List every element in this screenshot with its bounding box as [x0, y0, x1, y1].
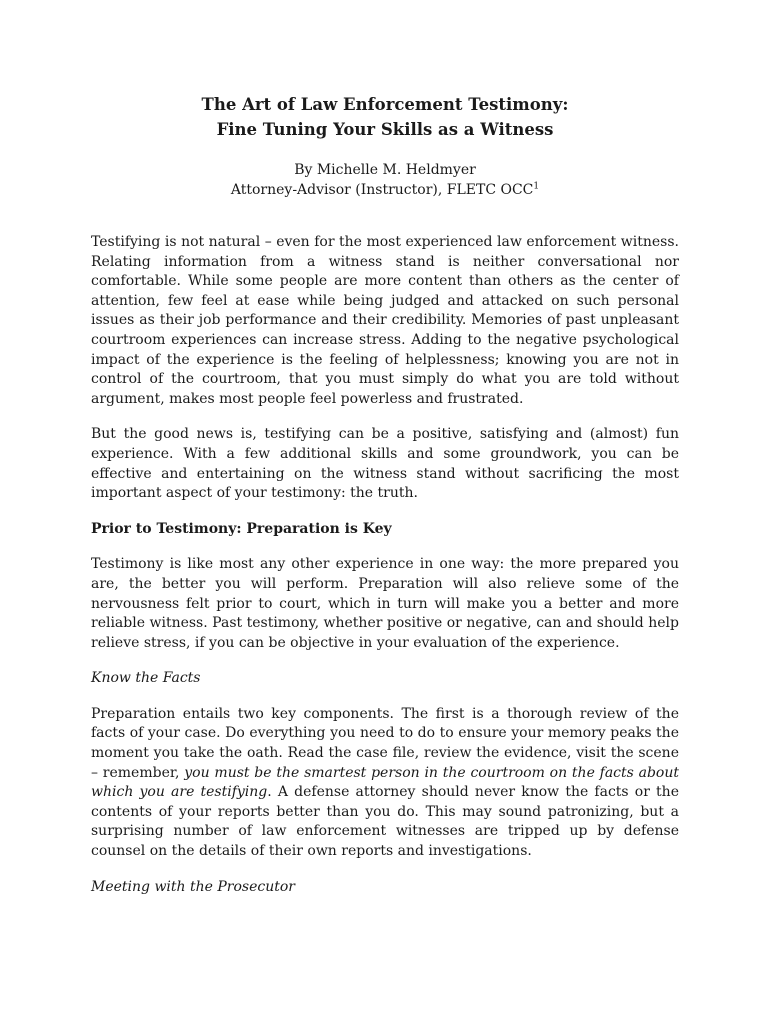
document-title-line-1: The Art of Law Enforcement Testimony:	[201, 95, 569, 114]
document-page	[91, 92, 679, 897]
spacer	[91, 142, 679, 160]
footnote-marker[interactable]: 1	[533, 181, 540, 192]
body-paragraph-4	[91, 705, 679, 862]
body-paragraph-1: Testifying is not natural – even for the most experienced law enforcement witness. Relating information from a witness stand is neither conversational nor comfortable. While some people are more content than others as the center of attention, few feel at ease while being judged and attacked on such personal issues as their job performance and their credibility. Memories of past unpleasant courtroom experiences can increase stress. Adding to the negative psychological impact of the experience is the feeling of helplessness; knowing you are not in control of the courtroom, that you must simply do what you are told without argument, makes most people feel powerless and frustrated.	[91, 234, 679, 407]
paragraph-4-emphasis: you must be the smartest person in the courtroom on the facts about which you are testifying	[91, 764, 679, 801]
spacer	[91, 653, 679, 669]
spacer	[91, 200, 679, 233]
body-paragraph-3: Testimony is like most any other experience in one way: the more prepared you are, the better you will perform. Preparation will also relieve some of the nervousness felt prior to court, which in turn will make you a better and more reliable witness. Past testimony, whether positive or negative, can and should help relieve stress, if you can be objective in your evaluation of the experience.	[91, 556, 679, 651]
spacer	[91, 689, 679, 705]
document-title-line-2: Fine Tuning Your Skills as a Witness	[216, 120, 554, 139]
body-paragraph-2: But the good news is, testifying can be a positive, satisfying and (almost) fun experience. With a few additional skills and some groundwork, you can be effective and entertaining on the witness stand without sacrificing the most important aspect of your testimony: the truth.	[91, 426, 679, 502]
spacer	[91, 504, 679, 520]
subheading-know-the-facts: Know the Facts	[91, 670, 201, 687]
paragraph-4-text-end: . A defense attorney should never know the facts or the contents of your reports better than you do. This may sound patronizing, but a surprising number of law enforcement witnesses are tripped up by defense counsel on the details of their own reports and investigations.	[91, 784, 679, 860]
paragraph-4-text-start: Preparation entails two key components. The first is a thorough review of the facts of your case. Do everything you need to do to ensure your memory peaks the moment you take the oath. Read the case file, review the evidence, visit the scene – remember,	[91, 705, 679, 781]
subheading-meeting-prosecutor: Meeting with the Prosecutor	[91, 878, 295, 895]
spacer	[91, 862, 679, 878]
spacer	[91, 409, 679, 425]
affiliation-text: Attorney-Advisor (Instructor), FLETC OCC	[230, 182, 534, 198]
section-heading-preparation: Prior to Testimony: Preparation is Key	[91, 520, 392, 537]
spacer	[91, 539, 679, 555]
author-byline: By Michelle M. Heldmyer	[294, 162, 476, 178]
author-affiliation	[91, 180, 679, 200]
